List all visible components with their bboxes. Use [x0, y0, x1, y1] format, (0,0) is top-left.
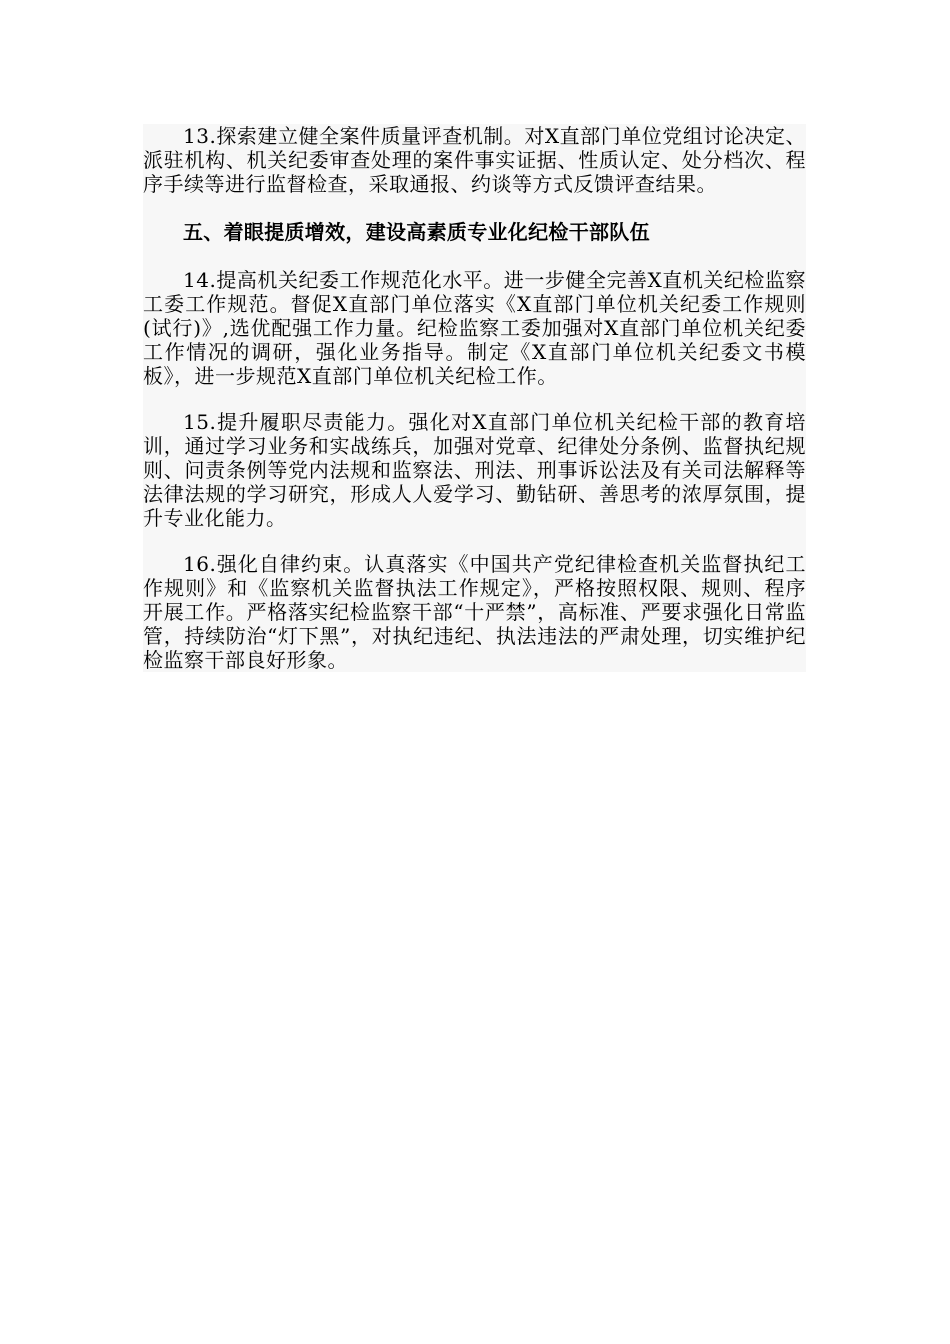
section-heading-5: 五、着眼提质增效，建设高素质专业化纪检干部队伍: [183, 220, 650, 244]
paragraph-15: 15.提升履职尽责能力。强化对X直部门单位机关纪检干部的教育培训，通过学习业务和实战练兵，加强对党章、纪律处分条例、监督执纪规则、问责条例等党内法规和监察法、刑法、刑事诉讼法及有关司法解释等法律法规的学习研究，形成人人爱学习、勤钻研、善思考的浓厚氛围，提升专业化能力。: [143, 410, 806, 530]
paragraph-13: 13.探索建立健全案件质量评查机制。对X直部门单位党组讨论决定、派驻机构、机关纪委审查处理的案件事实证据、性质认定、处分档次、程序手续等进行监督检查，采取通报、约谈等方式反馈评查结果。: [143, 124, 806, 196]
paragraph-spacer: [143, 388, 806, 410]
paragraph-14: 14.提高机关纪委工作规范化水平。进一步健全完善X直机关纪检监察工委工作规范。督促X直部门单位落实《X直部门单位机关纪委工作规则(试行)》,选优配强工作力量。纪检监察工委加强对X直部门单位机关纪委工作情况的调研，强化业务指导。制定《X直部门单位机关纪委文书模板》，进一步规范X直部门单位机关纪检工作。: [143, 268, 806, 388]
document-body: [143, 124, 806, 672]
paragraph-spacer: [143, 244, 806, 268]
paragraph-spacer: [143, 196, 806, 220]
paragraph-spacer: [143, 530, 806, 552]
paragraph-16: 16.强化自律约束。认真落实《中国共产党纪律检查机关监督执纪工作规则》和《监察机关监督执法工作规定》，严格按照权限、规则、程序开展工作。严格落实纪检监察干部“十严禁”，高标准、严要求强化日常监管，持续防治“灯下黑”，对执纪违纪、执法违法的严肃处理，切实维护纪检监察干部良好形象。: [143, 552, 806, 672]
